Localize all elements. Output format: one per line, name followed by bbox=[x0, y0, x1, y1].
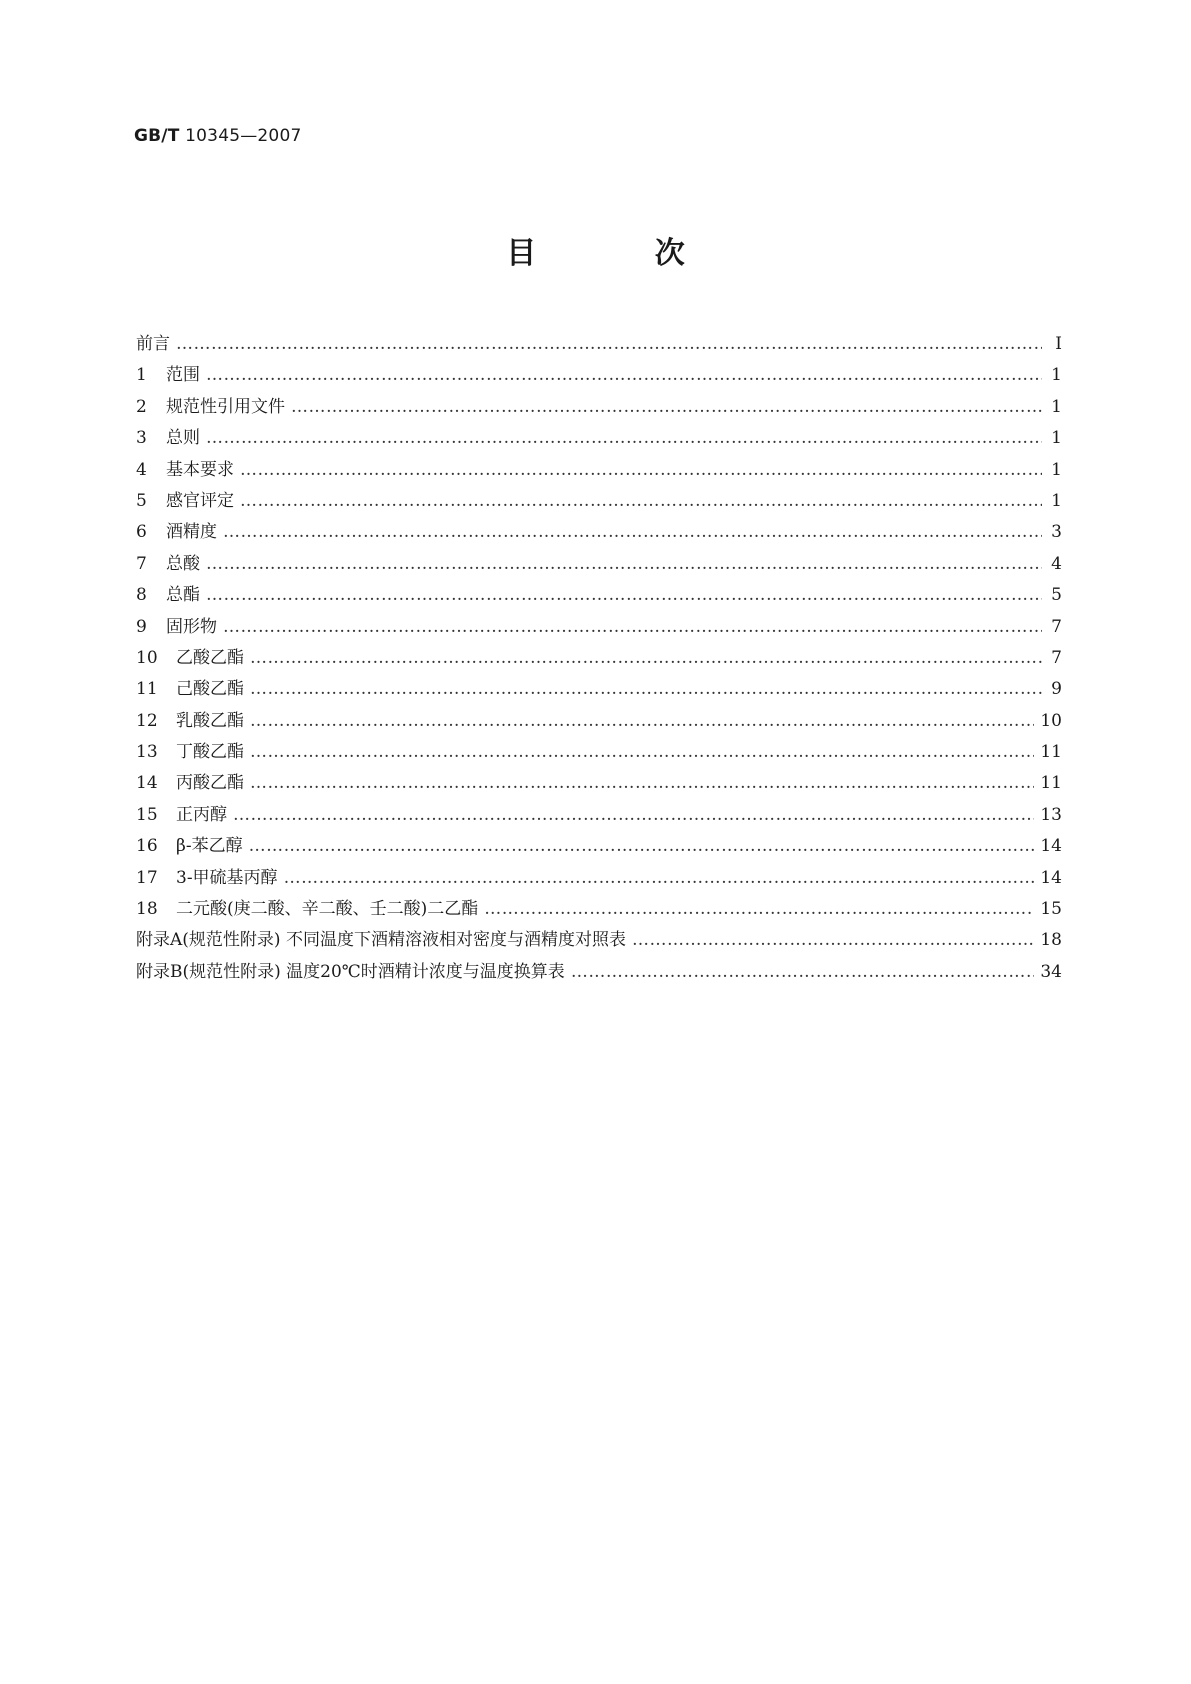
toc-entry-12[interactable] bbox=[136, 706, 1062, 737]
toc-entry-11[interactable] bbox=[136, 674, 1062, 705]
toc-entry-17[interactable] bbox=[136, 863, 1062, 894]
toc-entry-label: 酒精度 bbox=[166, 522, 217, 543]
toc-entry-number: 6 bbox=[136, 522, 147, 543]
toc-entry-page: 4 bbox=[1051, 553, 1062, 574]
toc-dot-leader bbox=[240, 491, 1042, 511]
toc-entry-page: 1 bbox=[1051, 428, 1062, 449]
toc-entry-page: 1 bbox=[1051, 396, 1062, 417]
toc-entry-number: 18 bbox=[136, 899, 158, 920]
toc-entry-label: 附录B(规范性附录) 温度20℃时酒精计浓度与温度换算表 bbox=[136, 961, 565, 982]
toc-entry-label: 范围 bbox=[166, 365, 200, 386]
toc-entry-page: 5 bbox=[1051, 585, 1062, 606]
toc-dot-leader bbox=[250, 773, 1034, 793]
toc-dot-leader bbox=[240, 460, 1042, 480]
toc-dot-leader bbox=[223, 617, 1042, 637]
toc-entry-page: 15 bbox=[1040, 899, 1062, 920]
toc-dot-leader bbox=[632, 930, 1034, 950]
toc-entry-number: 1 bbox=[136, 365, 147, 386]
toc-entry-label: 二元酸(庚二酸、辛二酸、壬二酸)二乙酯 bbox=[176, 899, 479, 920]
toc-entry-label: 规范性引用文件 bbox=[166, 396, 285, 417]
toc-entry-label: 感官评定 bbox=[166, 490, 234, 511]
toc-entry-preface[interactable] bbox=[136, 329, 1062, 360]
toc-entry-page: 34 bbox=[1040, 961, 1062, 982]
toc-dot-leader bbox=[484, 899, 1034, 919]
toc-entry-10[interactable] bbox=[136, 643, 1062, 674]
toc-entry-number: 12 bbox=[136, 710, 158, 731]
toc-entry-6[interactable] bbox=[136, 517, 1062, 548]
table-of-contents bbox=[136, 329, 1062, 988]
toc-entry-label: 总则 bbox=[166, 428, 200, 449]
toc-entry-page: Ⅰ bbox=[1055, 334, 1062, 354]
toc-entry-number: 13 bbox=[136, 742, 158, 763]
toc-entry-number: 2 bbox=[136, 396, 147, 417]
toc-entry-label: 乙酸乙酯 bbox=[176, 647, 244, 668]
toc-entry-label: 丁酸乙酯 bbox=[176, 742, 244, 763]
toc-entry-label: 总酸 bbox=[166, 553, 200, 574]
toc-dot-leader bbox=[250, 742, 1034, 762]
toc-entry-page: 14 bbox=[1040, 867, 1062, 888]
toc-entry-number: 7 bbox=[136, 553, 147, 574]
toc-entry-9[interactable] bbox=[136, 612, 1062, 643]
toc-entry-page: 1 bbox=[1051, 459, 1062, 480]
toc-dot-leader bbox=[250, 711, 1034, 731]
toc-dot-leader bbox=[284, 868, 1035, 888]
toc-dot-leader bbox=[206, 554, 1042, 574]
toc-dot-leader bbox=[250, 679, 1042, 699]
standard-code-prefix: GB/T bbox=[134, 126, 180, 146]
toc-entry-2[interactable] bbox=[136, 392, 1062, 423]
toc-entry-label: 附录A(规范性附录) 不同温度下酒精溶液相对密度与酒精度对照表 bbox=[136, 930, 626, 951]
toc-dot-leader bbox=[233, 805, 1034, 825]
toc-entry-page: 14 bbox=[1040, 836, 1062, 857]
toc-entry-label: 正丙醇 bbox=[176, 804, 227, 825]
toc-entry-number: 4 bbox=[136, 459, 147, 480]
toc-entry-page: 7 bbox=[1051, 647, 1062, 668]
toc-entry-18[interactable] bbox=[136, 894, 1062, 925]
toc-entry-appendix-a[interactable] bbox=[136, 925, 1062, 956]
toc-entry-page: 18 bbox=[1040, 930, 1062, 951]
toc-dot-leader bbox=[206, 428, 1042, 448]
toc-entry-label: 丙酸乙酯 bbox=[176, 773, 244, 794]
toc-entry-page: 9 bbox=[1051, 679, 1062, 700]
toc-entry-number: 14 bbox=[136, 773, 158, 794]
toc-entry-label: 乳酸乙酯 bbox=[176, 710, 244, 731]
toc-entry-page: 3 bbox=[1051, 522, 1062, 543]
toc-dot-leader bbox=[223, 522, 1042, 542]
toc-entry-7[interactable] bbox=[136, 549, 1062, 580]
toc-entry-page: 10 bbox=[1040, 710, 1062, 731]
toc-entry-label: 基本要求 bbox=[166, 459, 234, 480]
toc-entry-label: 总酯 bbox=[166, 585, 200, 606]
toc-dot-leader bbox=[250, 648, 1042, 668]
toc-entry-number: 17 bbox=[136, 867, 158, 888]
toc-entry-page: 11 bbox=[1040, 773, 1062, 794]
toc-entry-page: 11 bbox=[1040, 742, 1062, 763]
toc-dot-leader bbox=[206, 585, 1042, 605]
toc-dot-leader bbox=[176, 334, 1042, 354]
toc-entry-number: 5 bbox=[136, 490, 147, 511]
toc-entry-page: 13 bbox=[1040, 804, 1062, 825]
toc-entry-number: 9 bbox=[136, 616, 147, 637]
toc-entry-label: β-苯乙醇 bbox=[176, 836, 243, 857]
toc-entry-number: 16 bbox=[136, 836, 158, 857]
toc-dot-leader bbox=[249, 836, 1035, 856]
toc-dot-leader bbox=[291, 397, 1042, 417]
toc-entry-label: 前言 bbox=[136, 334, 170, 354]
toc-dot-leader bbox=[206, 365, 1042, 385]
toc-entry-8[interactable] bbox=[136, 580, 1062, 611]
toc-entry-1[interactable] bbox=[136, 360, 1062, 391]
toc-entry-number: 10 bbox=[136, 647, 158, 668]
toc-entry-number: 11 bbox=[136, 679, 158, 700]
toc-entry-label: 固形物 bbox=[166, 616, 217, 637]
toc-dot-leader bbox=[571, 962, 1035, 982]
toc-entry-14[interactable] bbox=[136, 768, 1062, 799]
toc-entry-number: 8 bbox=[136, 585, 147, 606]
toc-entry-label: 3-甲硫基丙醇 bbox=[176, 867, 278, 888]
toc-entry-16[interactable] bbox=[136, 831, 1062, 862]
toc-entry-label: 己酸乙酯 bbox=[176, 679, 244, 700]
toc-title: 目 次 bbox=[506, 236, 739, 271]
toc-entry-page: 1 bbox=[1051, 365, 1062, 386]
toc-entry-page: 7 bbox=[1051, 616, 1062, 637]
toc-entry-3[interactable] bbox=[136, 423, 1062, 454]
toc-entry-page: 1 bbox=[1051, 490, 1062, 511]
toc-entry-number: 3 bbox=[136, 428, 147, 449]
toc-entry-4[interactable] bbox=[136, 455, 1062, 486]
toc-entry-number: 15 bbox=[136, 804, 158, 825]
toc-entry-5[interactable] bbox=[136, 486, 1062, 517]
toc-entry-13[interactable] bbox=[136, 737, 1062, 768]
standard-code bbox=[134, 126, 301, 146]
standard-code-number: 10345—2007 bbox=[185, 126, 302, 146]
toc-entry-15[interactable] bbox=[136, 800, 1062, 831]
toc-entry-appendix-b[interactable] bbox=[136, 957, 1062, 988]
